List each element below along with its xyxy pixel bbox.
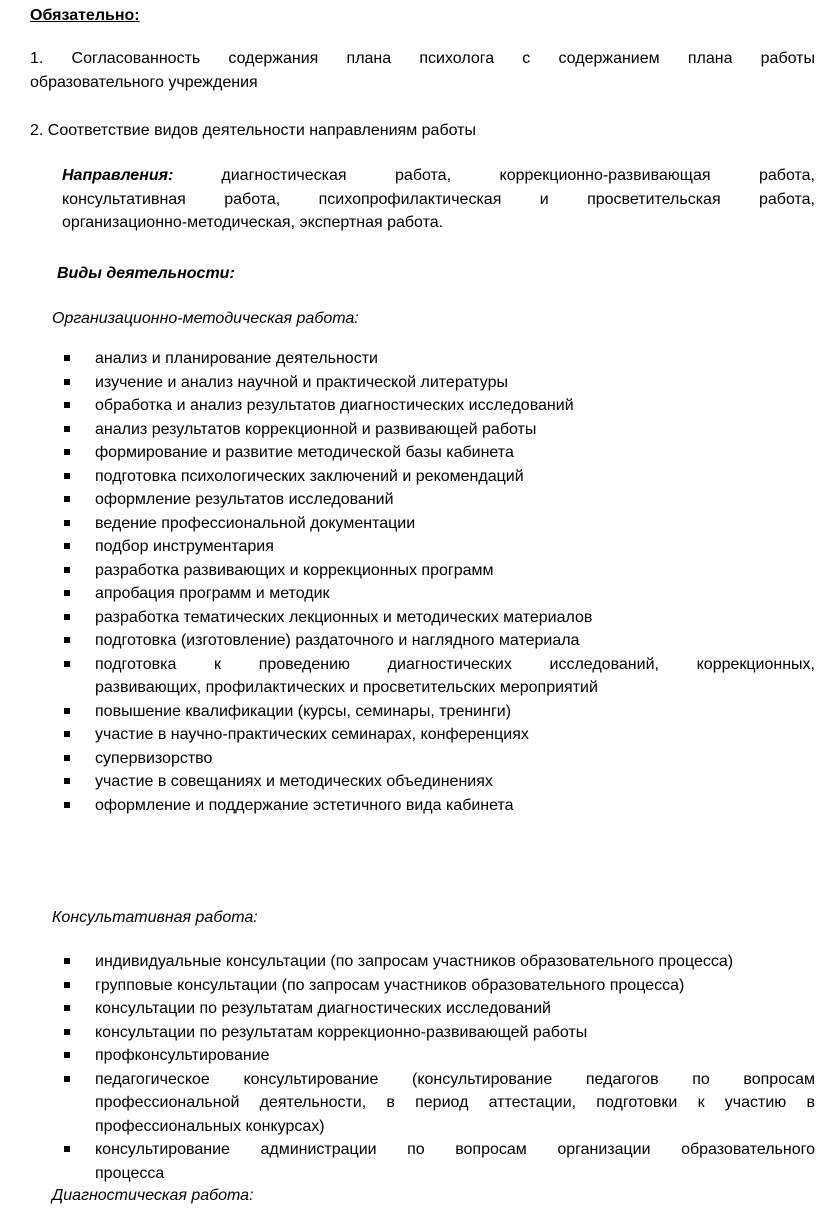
list-item: обработка и анализ результатов диагностических исследований xyxy=(0,394,815,418)
list-item: оформление результатов исследований xyxy=(0,488,815,512)
square-bullet-icon xyxy=(64,379,70,385)
directions-paragraph xyxy=(62,164,815,235)
list-item: консультации по результатам диагностических исследований xyxy=(0,997,815,1021)
square-bullet-icon xyxy=(64,1052,70,1058)
directions-line-3: организационно-методическая, экспертная работа. xyxy=(62,214,444,231)
list-item: формирование и развитие методической базы кабинета xyxy=(0,441,815,465)
heading-mandatory: Обязательно: xyxy=(30,7,140,24)
consult-list xyxy=(0,950,816,1185)
consult-title: Консультативная работа: xyxy=(52,909,258,926)
list-item: подготовка к проведению диагностических исследований, коррекционных, развивающих, профилактических и просветительских мероприятий xyxy=(0,653,815,700)
square-bullet-icon xyxy=(64,402,70,408)
list-item: консультации по результатам коррекционно-развивающей работы xyxy=(0,1021,815,1045)
list-item: подготовка (изготовление) раздаточного и наглядного материала xyxy=(0,629,815,653)
square-bullet-icon xyxy=(64,614,70,620)
list-item: участие в совещаниях и методических объединениях xyxy=(0,770,815,794)
list-item: изучение и анализ научной и практической литературы xyxy=(0,371,815,395)
org-method-title: Организационно-методическая работа: xyxy=(52,310,359,327)
directions-line-1 xyxy=(62,164,815,188)
square-bullet-icon xyxy=(64,958,70,964)
square-bullet-icon xyxy=(64,1146,70,1152)
list-item: анализ и планирование деятельности xyxy=(0,347,815,371)
square-bullet-icon xyxy=(64,496,70,502)
square-bullet-icon xyxy=(64,567,70,573)
list-item: консультирование администрации по вопросам организации образовательного процесса xyxy=(0,1138,815,1185)
list-item: участие в научно-практических семинарах, конференциях xyxy=(0,723,815,747)
square-bullet-icon xyxy=(64,473,70,479)
point-1-line-2: образовательного учреждения xyxy=(30,73,258,91)
directions-text-1: диагностическая работа, коррекционно-развивающая работа, xyxy=(221,167,815,184)
square-bullet-icon xyxy=(64,637,70,643)
list-item: супервизорство xyxy=(0,747,815,771)
point-2: 2. Соответствие видов деятельности направлениям работы xyxy=(30,122,476,139)
square-bullet-icon xyxy=(64,661,70,667)
square-bullet-icon xyxy=(64,708,70,714)
list-item: разработка развивающих и коррекционных программ xyxy=(0,559,815,583)
list-item: индивидуальные консультации (по запросам участников образовательного процесса) xyxy=(0,950,815,974)
kinds-title: Виды деятельности: xyxy=(57,265,235,282)
list-item: оформление и поддержание эстетичного вида кабинета xyxy=(0,794,815,818)
list-item: апробация программ и методик xyxy=(0,582,815,606)
square-bullet-icon xyxy=(64,755,70,761)
square-bullet-icon xyxy=(64,1029,70,1035)
list-item: повышение квалификации (курсы, семинары, тренинги) xyxy=(0,700,815,724)
square-bullet-icon xyxy=(64,426,70,432)
list-item: разработка тематических лекционных и методических материалов xyxy=(0,606,815,630)
square-bullet-icon xyxy=(64,355,70,361)
list-item: анализ результатов коррекционной и развивающей работы xyxy=(0,418,815,442)
directions-label: Направления: xyxy=(62,167,174,184)
point-1-line-1: 1. Согласованность содержания плана психолога с содержанием плана работы xyxy=(30,50,815,67)
square-bullet-icon xyxy=(64,449,70,455)
list-item: групповые консультации (по запросам участников образовательного процесса) xyxy=(0,974,815,998)
diag-title: Диагностическая работа: xyxy=(52,1187,254,1204)
square-bullet-icon xyxy=(64,802,70,808)
list-item: ведение профессиональной документации xyxy=(0,512,815,536)
org-method-list xyxy=(0,347,816,817)
square-bullet-icon xyxy=(64,731,70,737)
square-bullet-icon xyxy=(64,590,70,596)
square-bullet-icon xyxy=(64,543,70,549)
list-item: профконсультирование xyxy=(0,1044,815,1068)
square-bullet-icon xyxy=(64,1005,70,1011)
list-item: подбор инструментария xyxy=(0,535,815,559)
directions-line-2: консультативная работа, психопрофилактическая и просветительская работа, xyxy=(62,190,815,208)
square-bullet-icon xyxy=(64,778,70,784)
list-item: подготовка психологических заключений и рекомендаций xyxy=(0,465,815,489)
square-bullet-icon xyxy=(64,520,70,526)
point-1 xyxy=(30,47,815,94)
list-item: педагогическое консультирование (консультирование педагогов по вопросам профессиональной деятельности, в период аттестации, подготовки к участию в профессиональных конкурсах) xyxy=(0,1068,815,1139)
square-bullet-icon xyxy=(64,982,70,988)
square-bullet-icon xyxy=(64,1076,70,1082)
